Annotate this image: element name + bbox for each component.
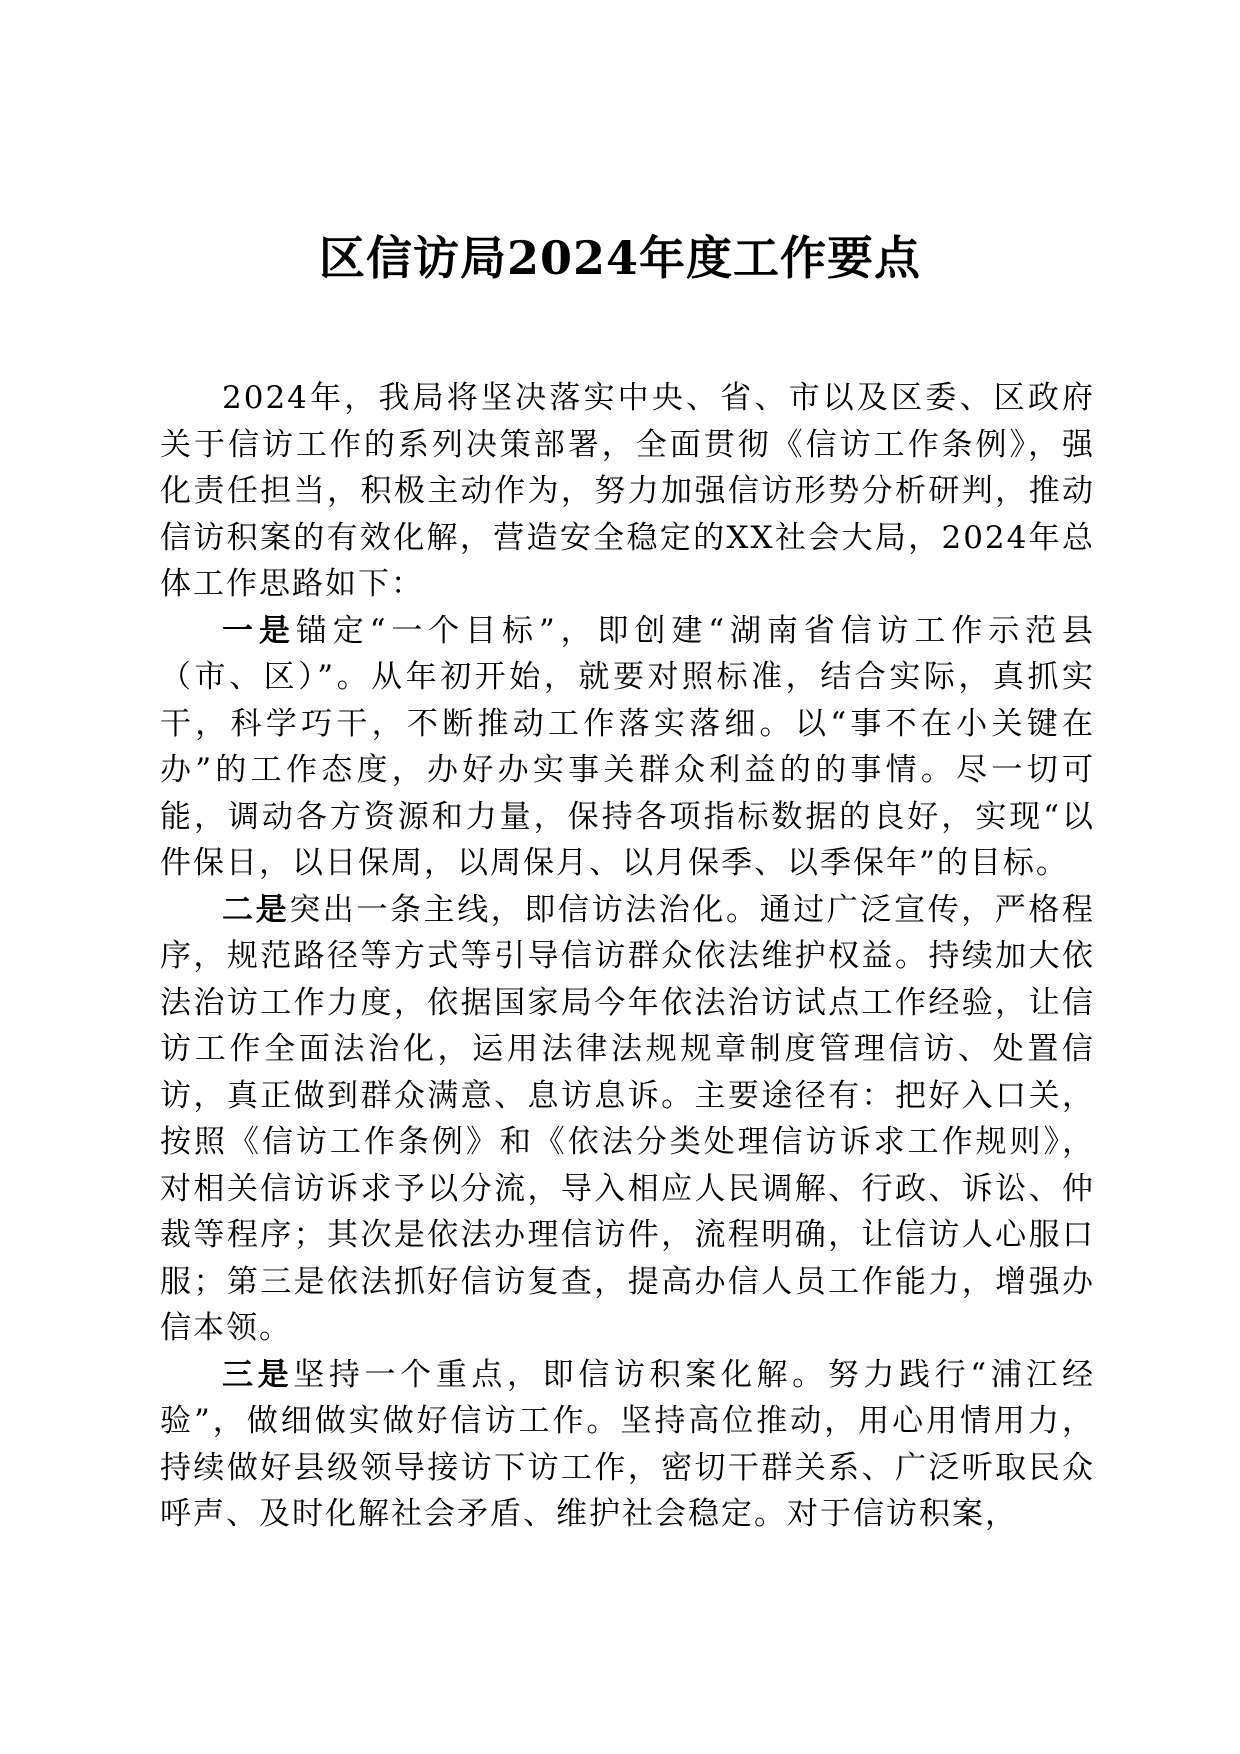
section-lead-3: 三是	[222, 1356, 294, 1393]
section-paragraph-3	[160, 1352, 1095, 1538]
section-paragraph-1	[160, 608, 1095, 887]
document-body	[160, 375, 1095, 1538]
intro-paragraph: 2024年，我局将坚决落实中央、省、市以及区委、区政府关于信访工作的系列决策部署，全面贯彻《信访工作条例》，强化责任担当，积极主动作为，努力加强信访形势分析研判，推动信访积案的有效化解，营造安全稳定的XX社会大局，2024年总体工作思路如下：	[160, 380, 1095, 602]
section-lead-1: 一是	[222, 612, 296, 649]
section-text-2: 突出一条主线，即信访法治化。通过广泛宣传，严格程序，规范路径等方式等引导信访群众依法维护权益。持续加大依法治访工作力度，依据国家局今年依法治访试点工作经验，让信访工作全面法治化，运用法律法规规章制度管理信访、处置信访，真正做到群众满意、息访息诉。主要途径有：把好入口关，按照《信访工作条例》和《依法分类处理信访诉求工作规则》，对相关信访诉求予以分流，导入相应人民调解、行政、诉讼、仲裁等程序；其次是依法办理信访件，流程明确，让信访人心服口服；第三是依法抓好信访复查，提高办信人员工作能力，增强办信本领。	[160, 891, 1096, 1346]
section-paragraph-2	[160, 887, 1095, 1352]
section-text-3: 坚持一个重点，即信访积案化解。努力践行“浦江经验”，做细做实做好信访工作。坚持高位推动，用心用情用力，持续做好县级领导接访下访工作，密切干群关系、广泛听取民众呼声、及时化解社会矛盾、维护社会稳定。对于信访积案，	[160, 1356, 1095, 1532]
document-title: 区信访局2024年度工作要点	[318, 231, 922, 285]
section-lead-2: 二是	[222, 891, 290, 928]
section-text-1: 锚定“一个目标”，即创建“湖南省信访工作示范县（市、区）”。从年初开始，就要对照标准，结合实际，真抓实干，科学巧干，不断推动工作落实落细。以“事不在小关键在办”的工作态度，办好办实事关群众利益的的事情。尽一切可能，调动各方资源和力量，保持各项指标数据的良好，实现“以件保日，以日保周，以周保月、以月保季、以季保年”的目标。	[160, 612, 1096, 881]
